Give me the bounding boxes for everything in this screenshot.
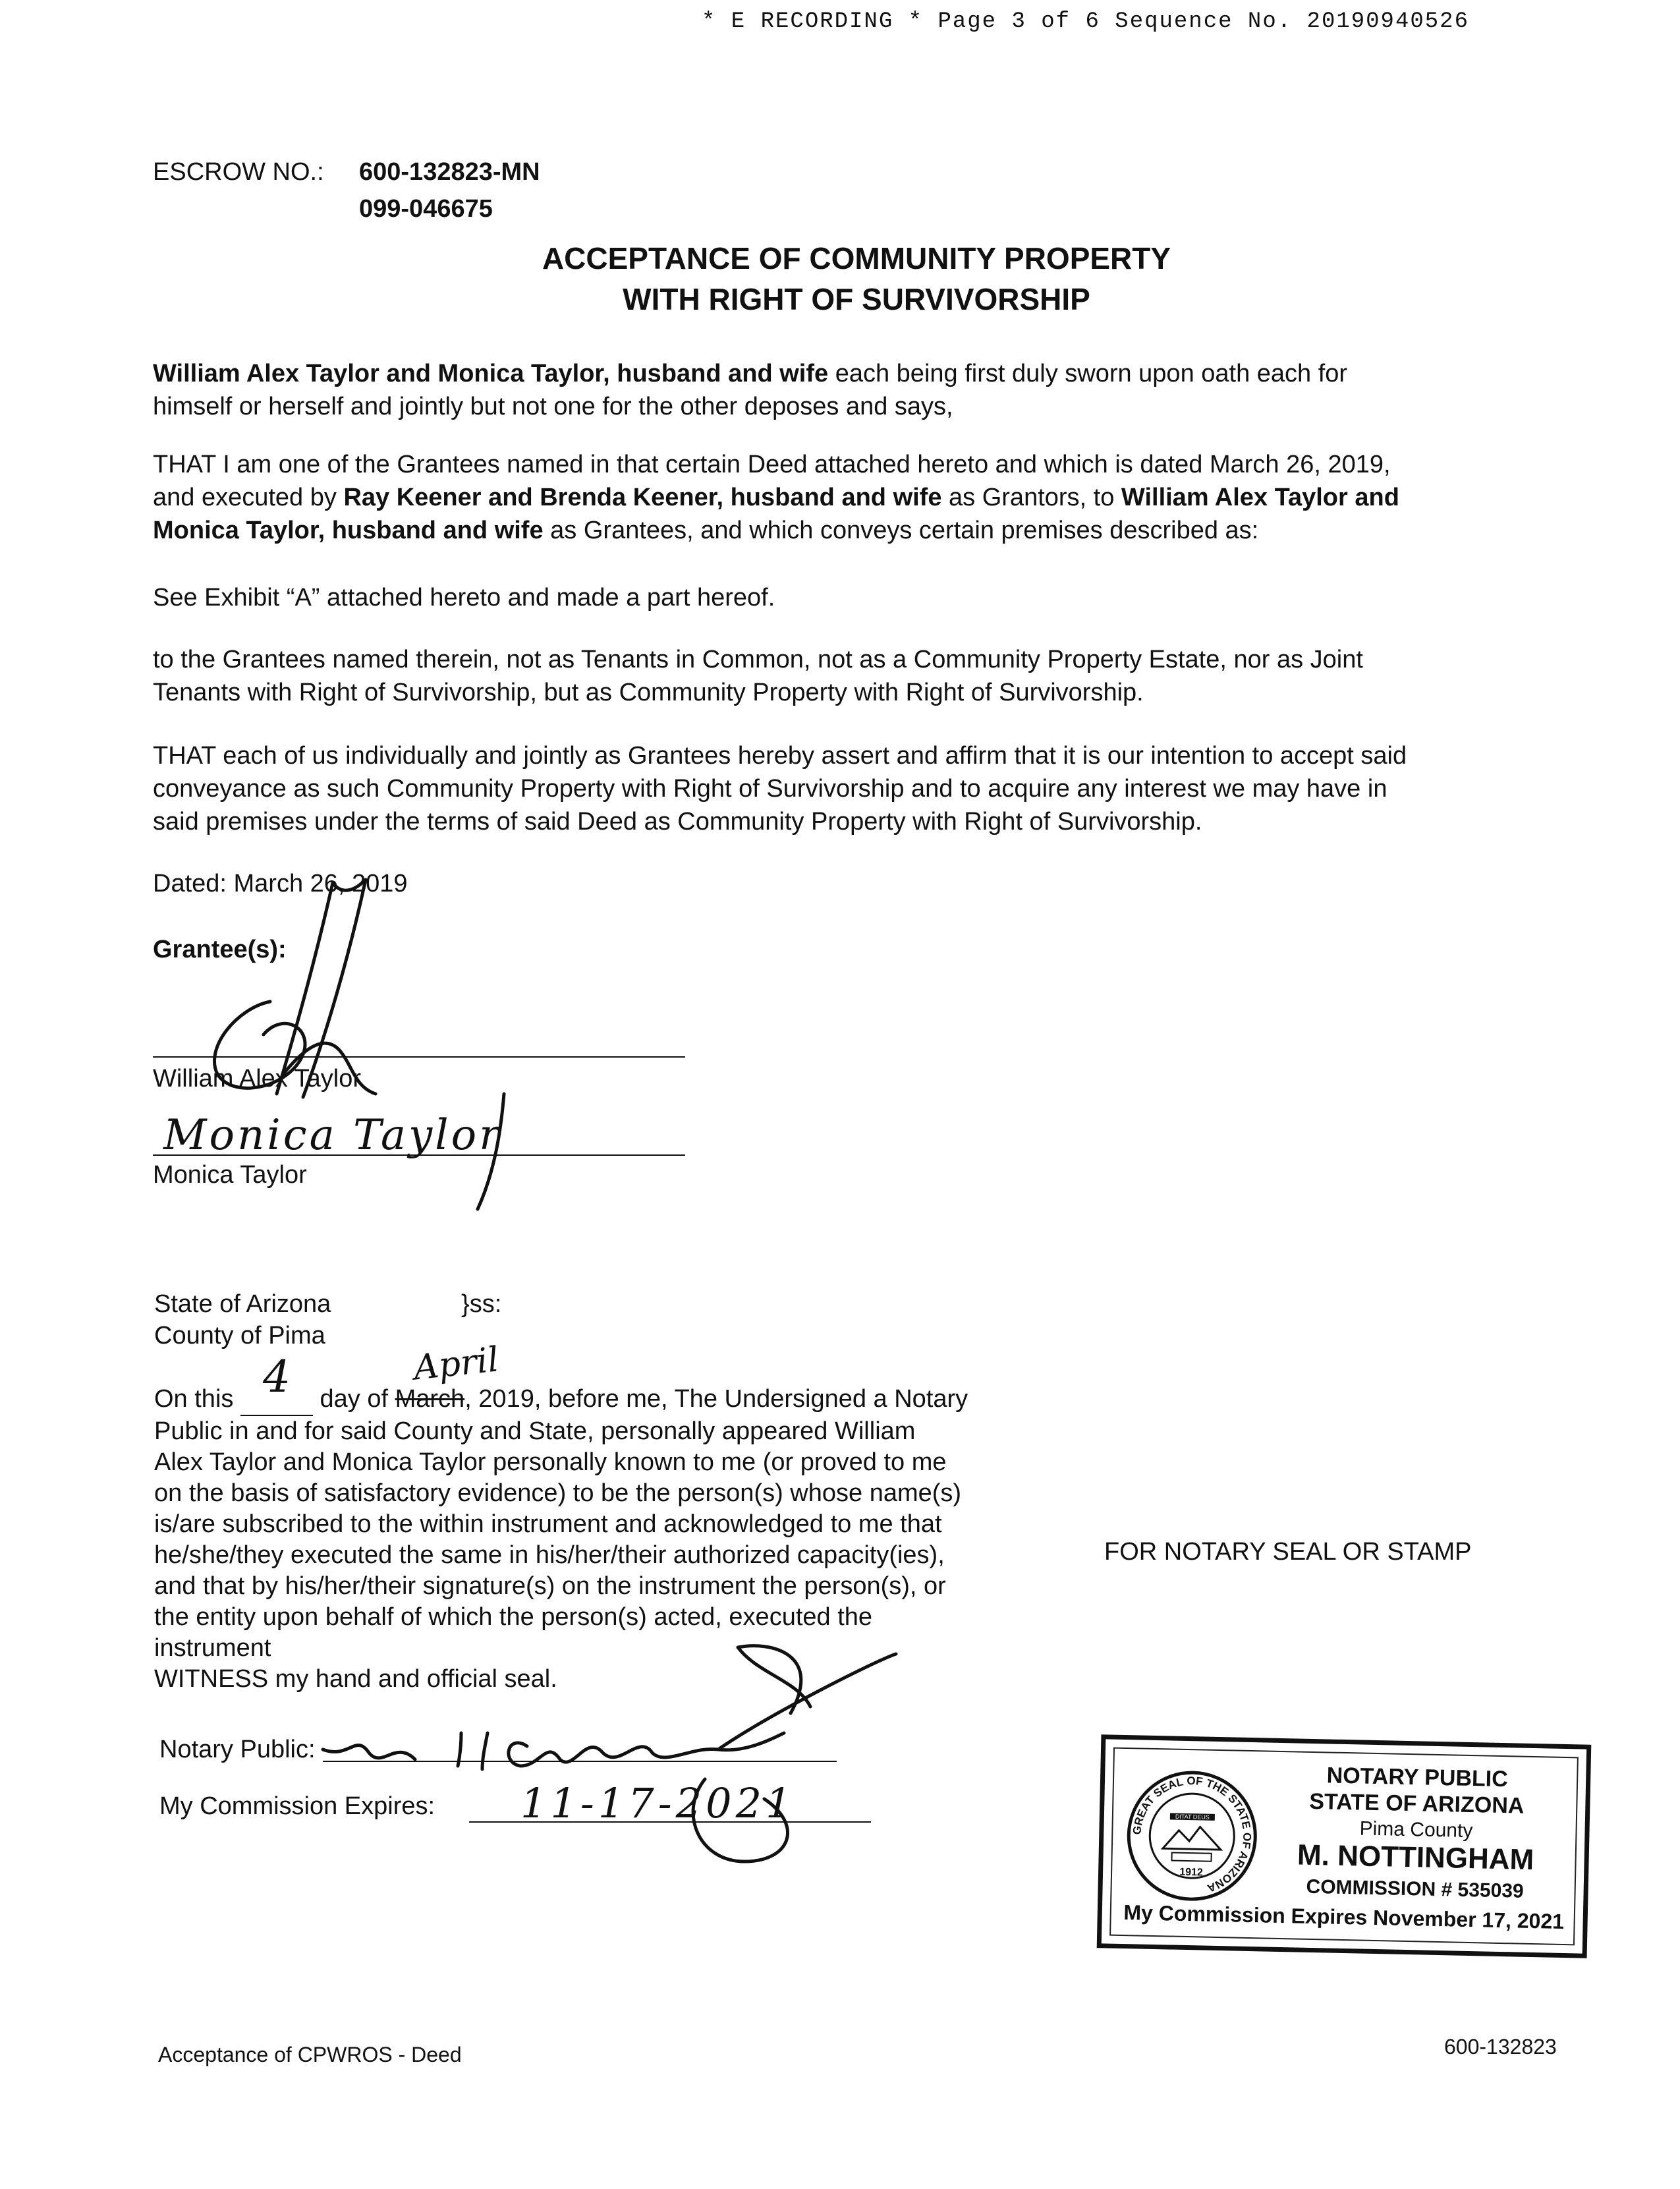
signature-2-handwritten: Monica Taylor	[163, 1111, 502, 1160]
escrow-number-1: 600-132823-MN	[359, 158, 540, 186]
affiants-text: each being first duly sworn upon oath each for	[828, 360, 1348, 387]
stamp-line-1: NOTARY PUBLIC	[1326, 1763, 1509, 1792]
stamp-line-5: COMMISSION # 535039	[1306, 1875, 1525, 1902]
notary-public-label: Notary Public:	[159, 1736, 316, 1763]
notary-stamp-inner-border	[1109, 1748, 1579, 1946]
recording-header: * E RECORDING * Page 3 of 6 Sequence No. 20190940526	[702, 9, 1469, 34]
dated-line: Dated: March 26, 2019	[153, 870, 408, 897]
tenancy-line-1: to the Grantees named therein, not as Tenants in Common, not as a Community Property Estate, nor as Joint	[153, 646, 1363, 673]
signature-2-tail	[448, 1087, 527, 1219]
affirmation-line-3: said premises under the terms of said Deed as Community Property with Right of Survivorship.	[153, 808, 1202, 836]
signature-line-2	[153, 1154, 685, 1156]
paragraph-grantees	[153, 448, 1556, 547]
commission-expires-handwritten: 11-17-2021	[520, 1779, 796, 1827]
stamp-line-3: Pima County	[1359, 1817, 1473, 1842]
affirmation-line-1: THAT each of us individually and jointly as Grantees hereby assert and affirm that it is our intention to accept said	[153, 742, 1407, 770]
ack-line-9: instrument	[154, 1634, 271, 1662]
footer-right: 600-132823	[1444, 2035, 1557, 2059]
paragraph-affirmation	[153, 739, 1556, 838]
seal-motto: DITAT DEUS	[1175, 1813, 1210, 1821]
grantees-line-3-rest: as Grantees, and which conveys certain premises described as:	[543, 517, 1259, 544]
commission-expires-label: My Commission Expires:	[159, 1792, 435, 1820]
seal-ring-text: GREAT SEAL OF THE STATE OF ARIZONA	[1131, 1775, 1254, 1895]
ack-line-6: he/she/they executed the same in his/her/their authorized capacity(ies),	[154, 1541, 945, 1569]
paragraph-tenancy	[153, 643, 1556, 709]
ack-line-4: on the basis of satisfactory evidence) to be the person(s) whose name(s)	[154, 1479, 962, 1507]
notary-stamp	[1097, 1734, 1592, 1958]
grantees-names-part-2: Monica Taylor, husband and wife	[153, 517, 544, 544]
ack-line-1-rest: , 2019, before me, The Undersigned a Notary	[464, 1385, 968, 1413]
ack-line-2: Public in and for said County and State, personally appeared William	[154, 1417, 916, 1445]
arizona-state-seal	[1125, 1769, 1259, 1903]
stamp-line-2: STATE OF ARIZONA	[1308, 1788, 1525, 1819]
grantees-names-part-1: William Alex Taylor and	[1121, 484, 1399, 511]
venue-county: County of Pima	[154, 1322, 325, 1350]
grantees-line-2-mid: as Grantors, to	[941, 484, 1121, 511]
paragraph-affiants	[153, 357, 1556, 423]
document-title-line-2: WITH RIGHT OF SURVIVORSHIP	[623, 282, 1090, 316]
ack-line-8: the entity upon behalf of which the person(s) acted, executed the	[154, 1603, 873, 1631]
affiants-names: William Alex Taylor and Monica Taylor, husband and wife	[153, 360, 829, 387]
ack-day-handwritten: 4	[262, 1351, 291, 1402]
signature-1-scribble	[191, 876, 428, 1114]
affirmation-line-2: conveyance as such Community Property with Right of Survivorship and to acquire any interest we may have in	[153, 775, 1387, 803]
seal-year: 1912	[1179, 1866, 1204, 1879]
notary-seal-placeholder: FOR NOTARY SEAL OR STAMP	[1104, 1538, 1472, 1566]
document-title-line-1: ACCEPTANCE OF COMMUNITY PROPERTY	[542, 241, 1171, 275]
signer-name-1: William Alex Taylor	[153, 1065, 362, 1093]
venue-state: State of Arizona	[154, 1290, 331, 1318]
ack-line-5: is/are subscribed to the within instrument and acknowledged to me that	[154, 1510, 942, 1538]
affiants-text-line-2: himself or herself and jointly but not one for the other deposes and says,	[153, 393, 953, 420]
escrow-label: ESCROW NO.:	[153, 158, 324, 186]
ack-day-of: day of	[320, 1385, 389, 1413]
escrow-number-2: 099-046675	[359, 195, 493, 223]
notary-signature-scribble	[310, 1634, 903, 1871]
grantors-names: Ray Keener and Brenda Keener, husband and wife	[343, 484, 942, 511]
ack-line-3: Alex Taylor and Monica Taylor personally known to me (or proved to me	[154, 1448, 947, 1476]
ack-month-struck: March	[395, 1385, 465, 1413]
exhibit-reference: See Exhibit “A” attached hereto and made a part hereof.	[153, 584, 775, 611]
month-handwritten: April	[412, 1340, 501, 1388]
stamp-line-6: My Commission Expires November 17, 2021	[1123, 1900, 1565, 1934]
tenancy-line-2: Tenants with Right of Survivorship, but as Community Property with Right of Survivorship.	[153, 679, 1144, 706]
stamp-line-4: M. NOTTINGHAM	[1297, 1838, 1534, 1877]
grantees-line-1: THAT I am one of the Grantees named in that certain Deed attached hereto and which is dated March 26, 2019,	[153, 451, 1391, 478]
signer-name-2: Monica Taylor	[153, 1161, 307, 1189]
footer-left: Acceptance of CPWROS - Deed	[158, 2043, 462, 2066]
grantees-label: Grantee(s):	[153, 936, 287, 963]
venue-ss: }ss:	[461, 1290, 502, 1318]
ack-on-this: On this	[154, 1385, 234, 1413]
grantees-line-2-pre: and executed by	[153, 484, 344, 511]
ack-witness: WITNESS my hand and official seal.	[154, 1665, 557, 1693]
ack-line-7: and that by his/her/their signature(s) on the instrument the person(s), or	[154, 1572, 946, 1600]
